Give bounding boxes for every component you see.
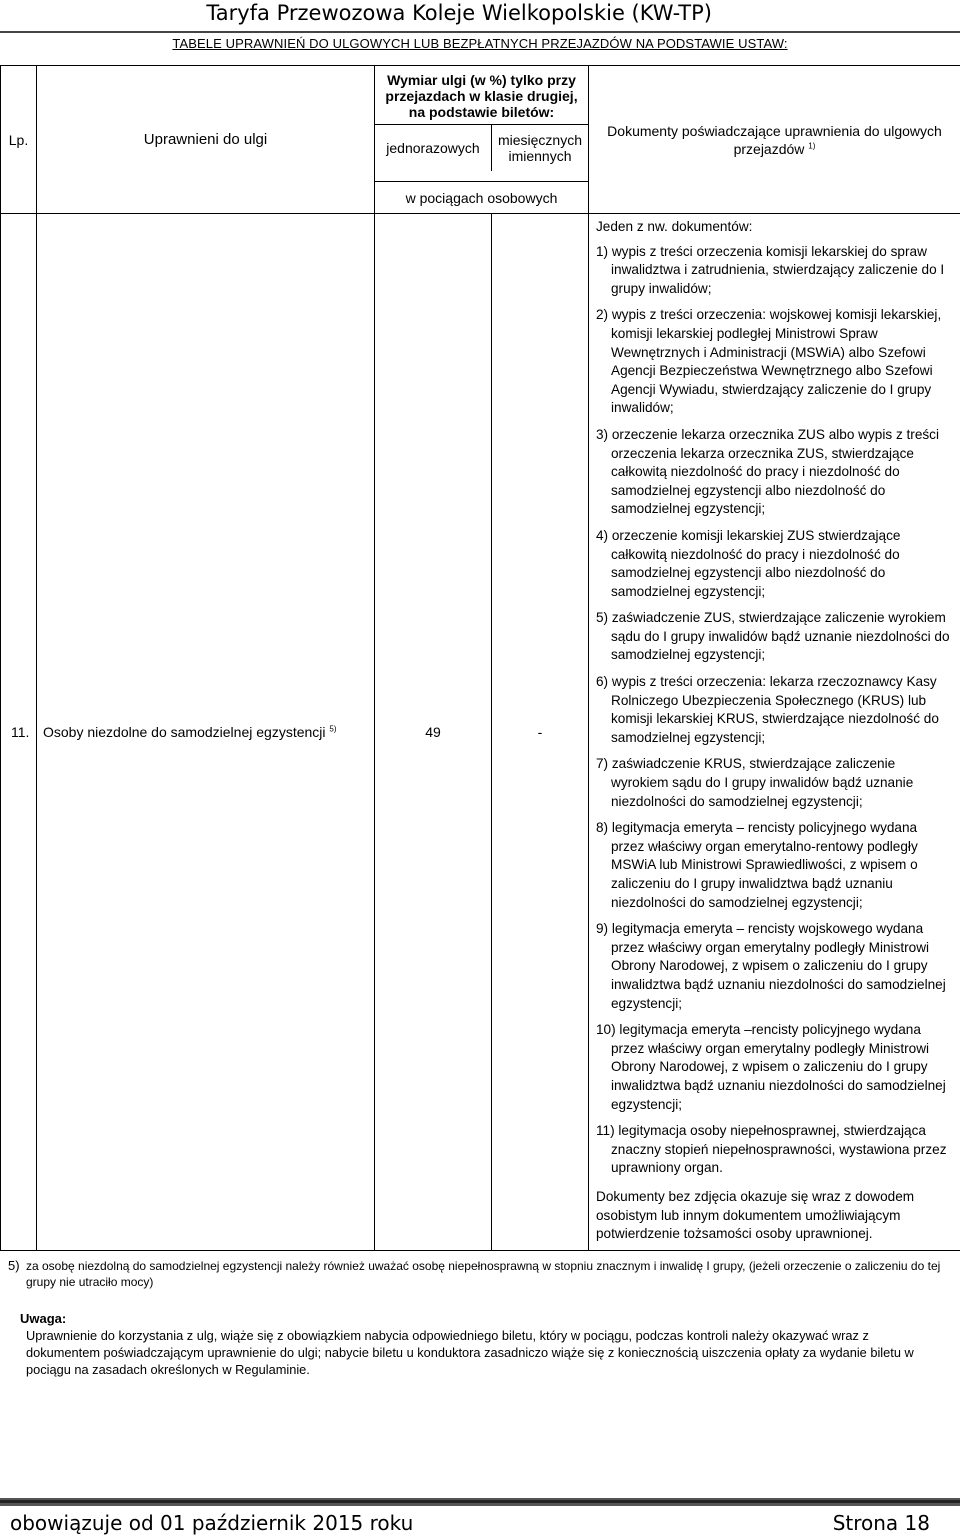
row-dokumenty xyxy=(589,214,960,1251)
header-pociagi: w pociągach osobowych xyxy=(375,182,589,214)
row-lp: 11. xyxy=(1,214,37,1251)
header-lp: Lp. xyxy=(1,66,37,214)
docs-item: 2) wypis z treści orzeczenia: wojskowej komisji lekarskiej, komisji lekarskiej podległej Ministrowi Spraw Wewnętrznych i Administracji (MSWiA) albo Szefowi Agencji Bezpieczeństwa Wewnętrznego albo Szefowi Agencji Wywiadu, stwierdzający zaliczenie do I grupy inwalidów; xyxy=(596,307,942,416)
docs-item: 9) legitymacja emeryta – rencisty wojskowego wydana przez właściwy organ emerytalny podległy Ministrowi Obrony Narodowej, z wpisem o zaliczeniu do I grupy inwalidztwa bądź uznaniu niezdolności do samodzielnej egzystencji; xyxy=(596,921,946,1011)
footnote-5 xyxy=(8,1258,948,1290)
header-dokumenty: Dokumenty poświadczające uprawnienia do ulgowych przejazdów $^{1)}$ xyxy=(589,66,960,214)
docs-item: 5) zaświadczenie ZUS, stwierdzające zaliczenie wyrokiem sądu do I grupy inwalidów bądź uznanie niezdolności do samodzielnej egzystencji; xyxy=(596,610,950,663)
header-dokumenty-footnote-ref: 1) xyxy=(808,140,816,150)
docs-item: 1) wypis z treści orzeczenia komisji lekarskiej do spraw inwalidztwa i zatrudnienia, stwierdzający zaliczenie do I grupy inwalidów; xyxy=(596,243,945,296)
footnote-text: za osobę niezdolną do samodzielnej egzystencji należy również uważać osobę niepełnosprawną w stopniu znacznym i inwalidę I grupy, (jeżeli orzeczenie o zaliczeniu do tej grupy nie utraciło mocy) xyxy=(26,1259,941,1289)
footnote-marker: 5) xyxy=(8,1258,20,1273)
document-title: Taryfa Przewozowa Koleje Wielkopolskie (KW-TP) xyxy=(206,1,712,25)
docs-item: 11) legitymacja osoby niepełnosprawnej, stwierdzająca znaczny stopień niepełnosprawności, wystawiona przez uprawniony organ. xyxy=(596,1123,947,1176)
docs-item: 10) legitymacja emeryta –rencisty policyjnego wydana przez właściwy organ emerytalny podległy Ministrowi Obrony Narodowej, z wpisem o zaliczeniu do I grupy inwalidztwa bądź uznaniu niezdolności do samodzielnej egzystencji; xyxy=(596,1022,946,1112)
docs-item: 6) wypis z treści orzeczenia: lekarza rzeczoznawcy Kasy Rolniczego Ubezpieczenia Społecznego (KRUS) lub komisji lekarskiej KRUS, stwierdzające niezdolność do samodzielnej egzystencji; xyxy=(596,674,939,745)
docs-item: 3) orzeczenie lekarza orzecznika ZUS albo wypis z treści orzeczenia lekarza orzecznika ZUS, stwierdzające całkowitą niezdolność do pracy i niezdolność do samodzielnej egzystencji albo niezdolność do samodzielnej egzystencji; xyxy=(596,426,939,517)
footer-validity: obowiązuje od 01 październik 2015 roku xyxy=(10,1511,414,1535)
uwaga-text: Uprawnienie do korzystania z ulg, wiąże się z obowiązkiem nabycia odpowiedniego biletu, który w pociągu, podczas kontroli należy okazywać wraz z dokumentem poświadczającym uprawnienie do ulgi; nabycie biletu u konduktora zasadniczo wiąże się z koniecznością uiszczenia opłaty za wydanie biletu w pociągu na zasadach określonych w Regulaminie. xyxy=(26,1328,914,1377)
docs-item: 8) legitymacja emeryta – rencisty policyjnego wydana przez właściwy organ emerytalno-rentowy podległy MSWiA lub Ministrowi Sprawiedliwości, z wpisem o zaliczeniu do I grupy inwalidztwa bądź uznaniu niezdolności do samodzielnej egzystencji; xyxy=(596,820,918,910)
header-uprawnieni: Uprawnieni do ulgi xyxy=(37,66,375,214)
docs-item: 4) orzeczenie komisji lekarskiej ZUS stwierdzające całkowitą niezdolność do pracy i niezdolność do samodzielnej egzystencji albo niezdolność do samodzielnej egzystencji; xyxy=(596,527,901,599)
row-jednorazowych: 49 xyxy=(375,214,492,1251)
row-uprawnieni: Osoby niezdolne do samodzielnej egzystencji $^{5)}$ xyxy=(37,214,375,1251)
header-wymiar: Wymiar ulgi (w %) tylko przy przejazdach w klasie drugiej, na podstawie biletów: xyxy=(375,66,588,125)
row-uprawnieni-footnote-ref: 5) xyxy=(329,724,337,734)
header-divider xyxy=(0,31,960,33)
docs-item: 7) zaświadczenie KRUS, stwierdzające zaliczenie wyrokiem sądu do I grupy inwalidów bądź uznanie niezdolności do samodzielnej egzystencji; xyxy=(596,756,914,809)
entitlements-table xyxy=(0,65,960,1251)
section-subtitle: TABELE UPRAWNIEŃ DO ULGOWYCH LUB BEZPŁATNYCH PRZEJAZDÓW NA PODSTAWIE USTAW: xyxy=(172,36,788,51)
footer-page-number: Strona 18 xyxy=(832,1511,930,1535)
docs-intro: Jeden z nw. dokumentów: xyxy=(596,219,753,234)
row-miesiecznych: - xyxy=(492,214,589,1251)
header-miesiecznych: miesięcznych imiennych xyxy=(497,132,582,164)
uwaga-heading: Uwaga: xyxy=(20,1311,67,1326)
docs-outro: Dokumenty bez zdjęcia okazuje się wraz z dowodem osobistym lub innym dokumentem umożliwiającym potwierdzenie tożsamości osoby uprawnionej. xyxy=(596,1188,915,1242)
header-jednorazowych: jednorazowych xyxy=(375,125,492,171)
header-wymiar-cell xyxy=(375,66,589,182)
footer-divider xyxy=(0,1498,960,1506)
